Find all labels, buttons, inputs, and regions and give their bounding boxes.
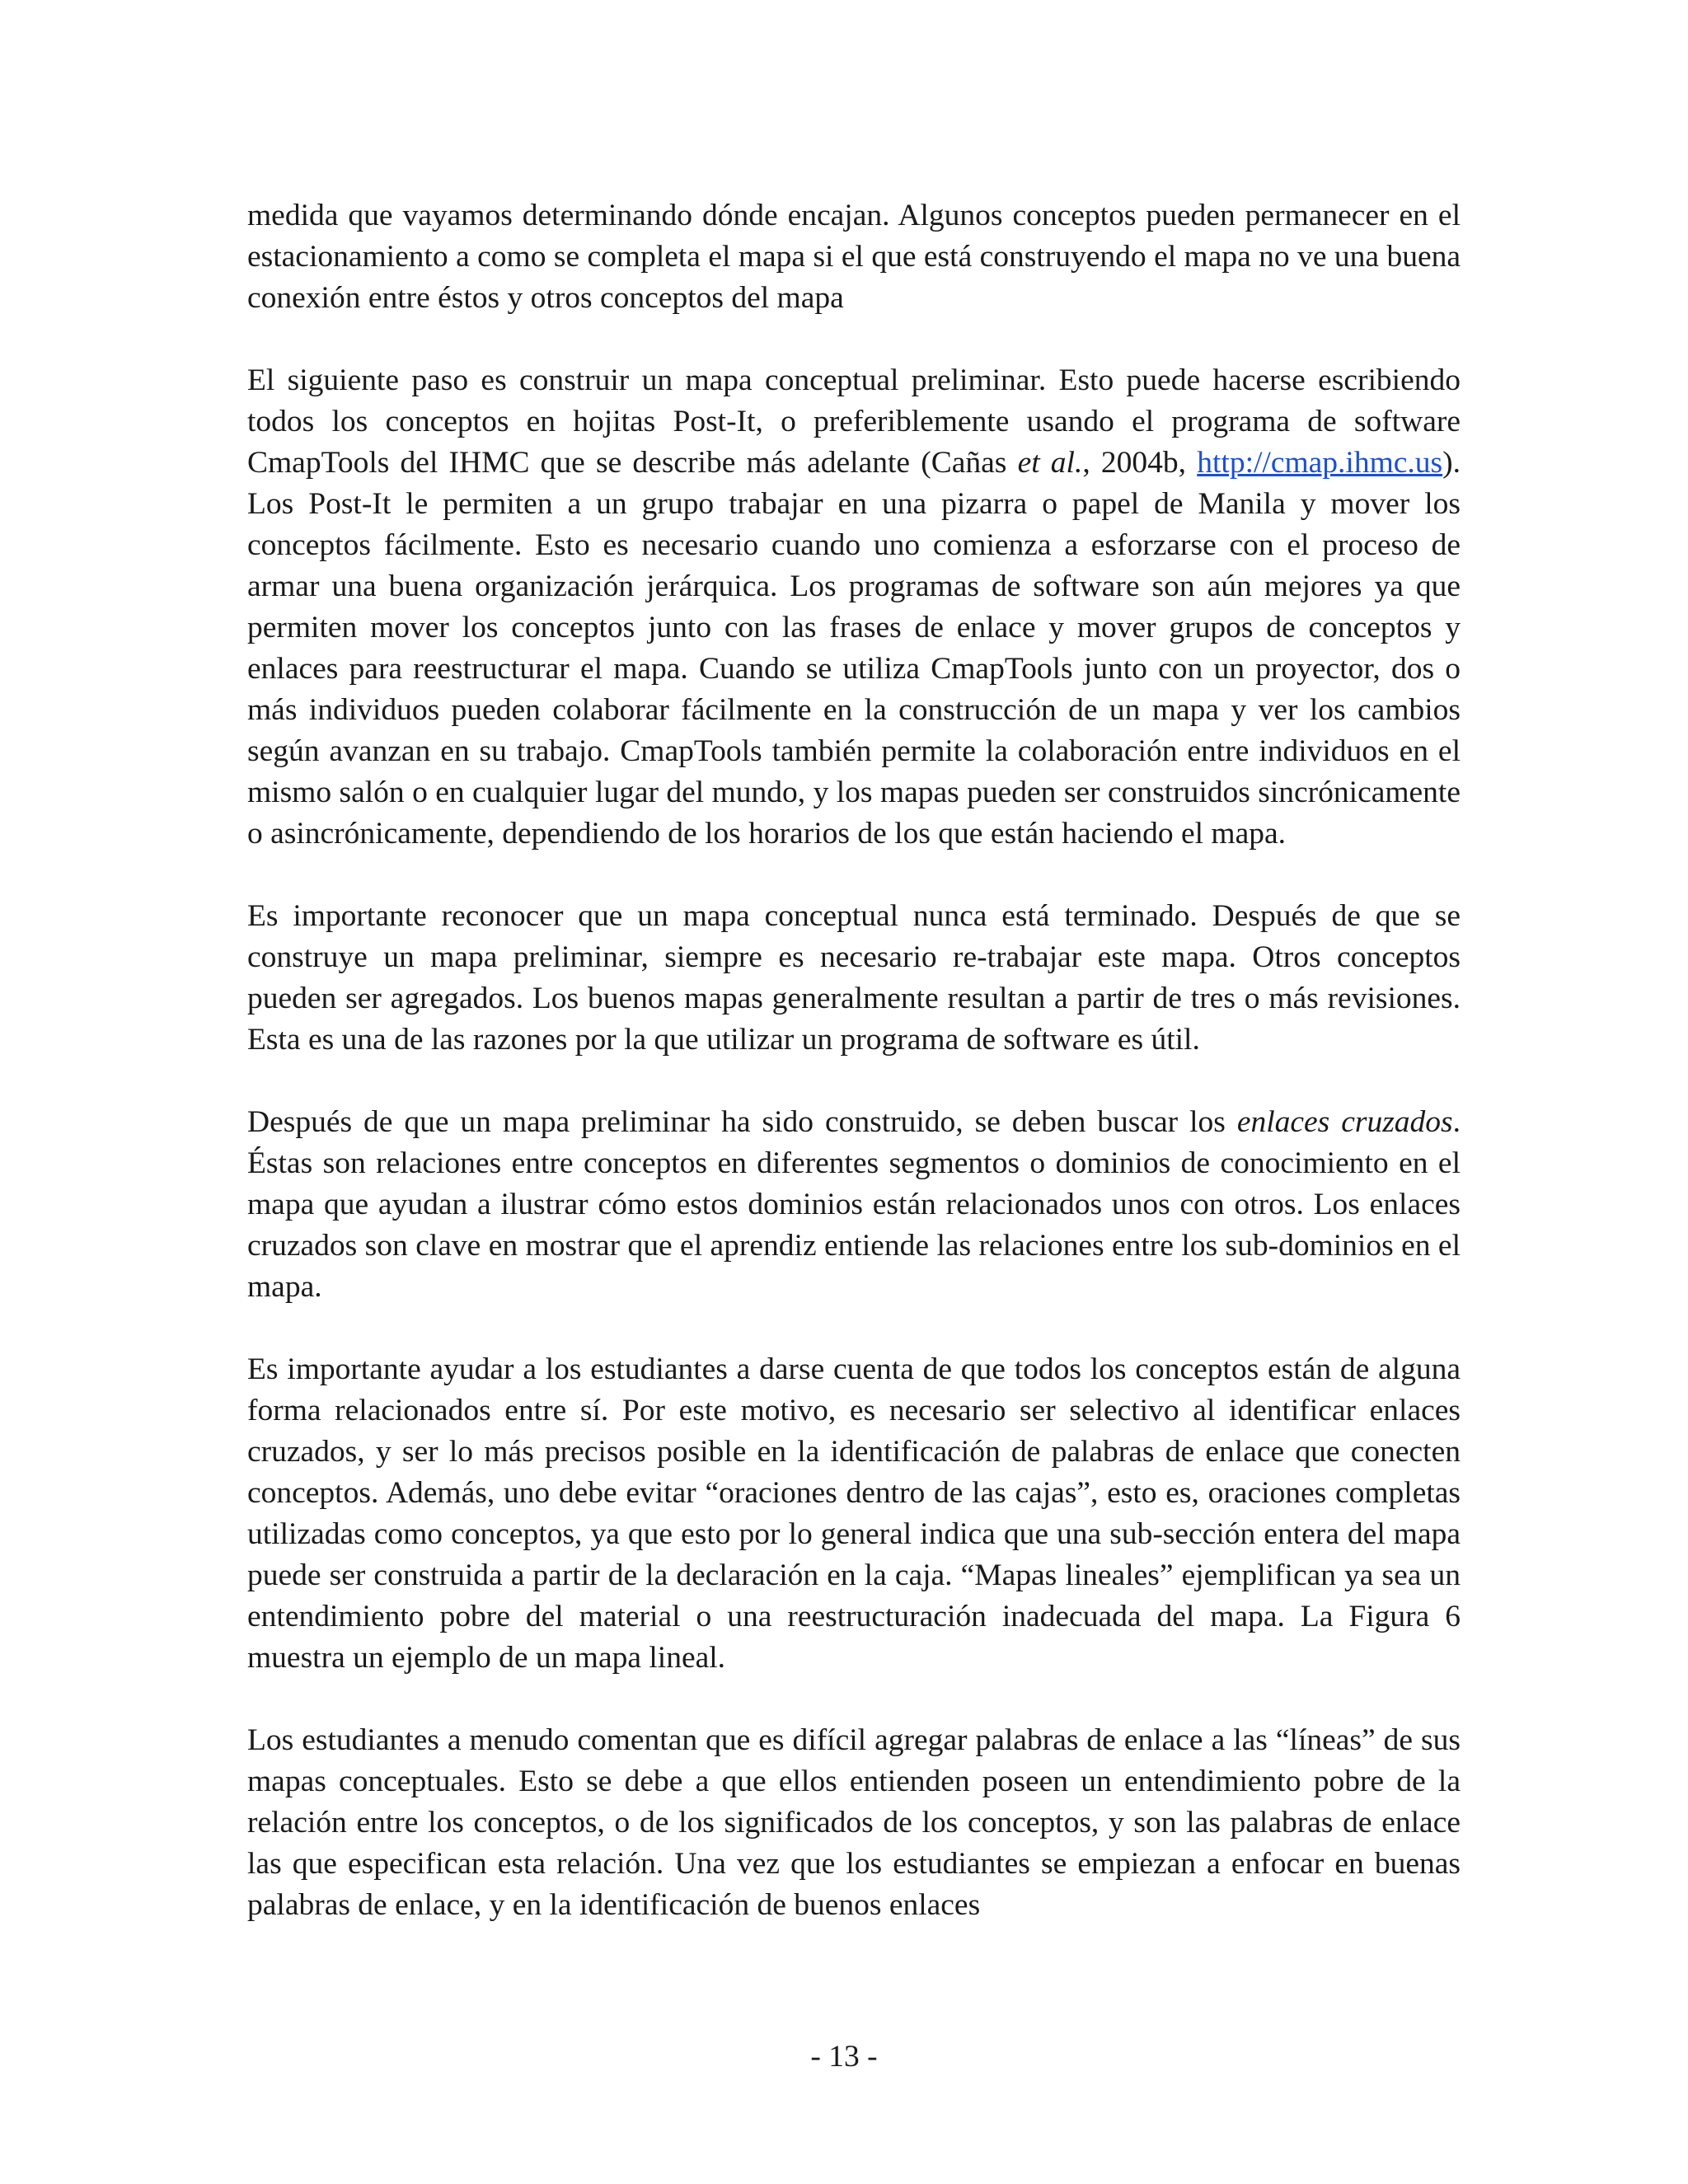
paragraph-2-text-b: , 2004b, [1082,446,1198,480]
paragraph-2-text-c: ). Los Post-It le permiten a un grupo trabajar en una pizarra o papel de Manila y mover los conceptos fácilmente. Esto es necesario cuando uno comienza a esforzarse con el proceso de armar una buena organización jerárquica. Los programas de software son aún mejores ya que permiten mover los conceptos junto con las frases de enlace y mover grupos de conceptos y enlaces para reestructurar el mapa. Cuando se utiliza CmapTools junto con un proyector, dos o más individuos pueden colaborar fácilmente en la construcción de un mapa y ver los cambios según avanzan en su trabajo. CmapTools también permite la colaboración entre individuos en el mismo salón o en cualquier lugar del mundo, y los mapas pueden ser construidos sincrónicamente o asincrónicamente, dependiendo de los horarios de los que están haciendo el mapa. [247,446,1461,851]
paragraph-6: Los estudiantes a menudo comentan que es difícil agregar palabras de enlace a las “líneas” de sus mapas conceptuales. Esto se debe a que ellos entienden poseen un entendimiento pobre de la relación entre los conceptos, o de los significados de los conceptos, y son las palabras de enlace las que especifican esta relación. Una vez que los estudiantes se empiezan a enfocar en buenas palabras de enlace, y en la identificación de buenos enlaces [247,1723,1461,1922]
paragraph-5: Es importante ayudar a los estudiantes a darse cuenta de que todos los conceptos están de alguna forma relacionados entre sí. Por este motivo, es necesario ser selectivo al identificar enlaces cruzados, y ser lo más precisos posible en la identificación de palabras de enlace que conecten conceptos. Además, uno debe evitar “oraciones dentro de las cajas”, esto es, oraciones completas utilizadas como conceptos, ya que esto por lo general indica que una sub-sección entera del mapa puede ser construida a partir de la declaración en la caja. “Mapas lineales” ejemplifican ya sea un entendimiento pobre del material o una reestructuración inadecuada del mapa. La Figura 6 muestra un ejemplo de un mapa lineal. [247,1352,1461,1675]
page-number: - 13 - [810,2040,878,2074]
paragraph-4-text-a: Después de que un mapa preliminar ha sido construido, se deben buscar los [247,1105,1237,1139]
paragraph-4 [247,1102,1461,1308]
paragraph-4-italic-enlaces-cruzados: enlaces cruzados [1236,1105,1453,1139]
cmap-link[interactable]: http://cmap.ihmc.us [1197,446,1443,480]
paragraph-4-text-b: . Éstas son relaciones entre conceptos en diferentes segmentos o dominios de conocimiento en el mapa que ayudan a ilustrar cómo estos dominios están relacionados unos con otros. Los enlaces cruzados son clave en mostrar que el aprendiz entiende las relaciones entre los sub-dominios en el mapa. [247,1105,1461,1304]
paragraph-1: medida que vayamos determinando dónde encajan. Algunos conceptos pueden permanecer en el estacionamiento a como se completa el mapa si el que está construyendo el mapa no ve una buena conexión entre éstos y otros conceptos del mapa [247,199,1461,315]
paragraph-3: Es importante reconocer que un mapa conceptual nunca está terminado. Después de que se construye un mapa preliminar, siempre es necesario re-trabajar este mapa. Otros conceptos pueden ser agregados. Los buenos mapas generalmente resultan a partir de tres o más revisiones. Esta es una de las razones por la que utilizar un programa de software es útil. [247,899,1461,1057]
paragraph-2-text-a: El siguiente paso es construir un mapa conceptual preliminar. Esto puede hacerse escribiendo todos los conceptos en hojitas Post-It, o preferiblemente usando el programa de software CmapTools del IHMC que se describe más adelante (Cañas [247,363,1461,480]
body-text [247,195,1461,1926]
paragraph-2 [247,360,1461,855]
paragraph-2-italic-et-al: et al. [1017,446,1083,480]
